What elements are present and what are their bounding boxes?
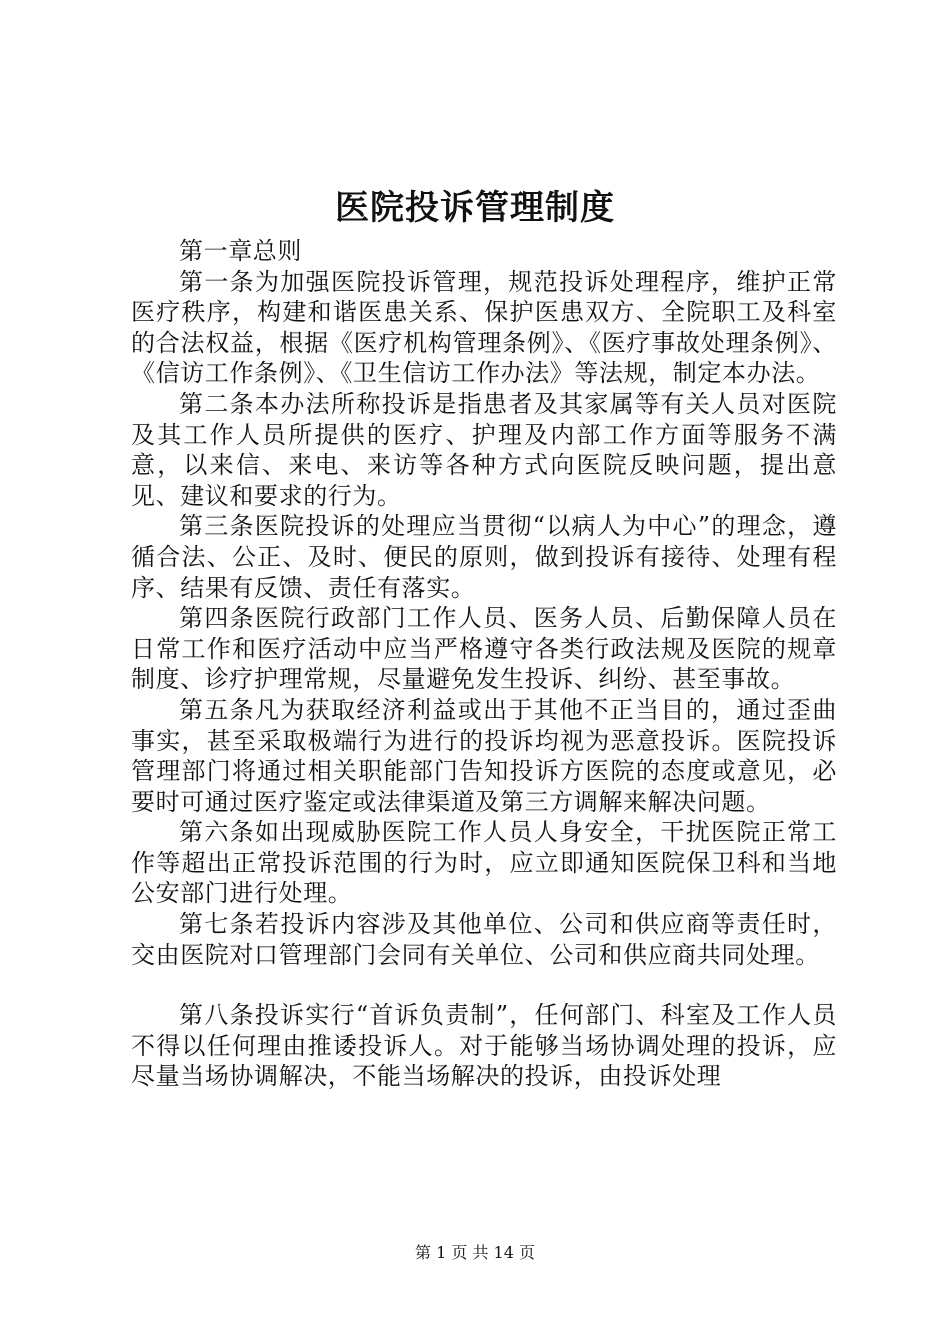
article-7: 第七条若投诉内容涉及其他单位、公司和供应商等责任时，交由医院对口管理部门会同有关单位、公司和供应商共同处理。 <box>131 910 837 969</box>
article-4: 第四条医院行政部门工作人员、医务人员、后勤保障人员在日常工作和医疗活动中应当严格遵守各类行政法规及医院的规章制度、诊疗护理常规，尽量避免发生投诉、纠纷、甚至事故。 <box>131 604 837 694</box>
page-number-label: 第 1 页 共 14 页 <box>415 1243 535 1262</box>
article-6: 第六条如出现威胁医院工作人员人身安全，干扰医院正常工作等超出正常投诉范围的行为时，应立即通知医院保卫科和当地公安部门进行处理。 <box>131 818 837 908</box>
article-8: 第八条投诉实行“首诉负责制”，任何部门、科室及工作人员不得以任何理由推诿投诉人。对于能够当场协调处理的投诉，应尽量当场协调解决，不能当场解决的投诉，由投诉处理 <box>131 1001 837 1091</box>
page-footer <box>0 1242 950 1264</box>
chapter-heading: 第一章总则 <box>179 237 302 265</box>
document-body <box>131 236 837 1092</box>
article-5: 第五条凡为获取经济利益或出于其他不正当目的，通过歪曲事实，甚至采取极端行为进行的投诉均视为恶意投诉。医院投诉管理部门将通过相关职能部门告知投诉方医院的态度或意见，必要时可通过医疗鉴定或法律渠道及第三方调解来解决问题。 <box>131 695 837 816</box>
article-3: 第三条医院投诉的处理应当贯彻“以病人为中心”的理念，遵循合法、公正、及时、便民的原则，做到投诉有接待、处理有程序、结果有反馈、责任有落实。 <box>131 512 837 602</box>
document-title: 医院投诉管理制度 <box>335 188 615 228</box>
article-1: 第一条为加强医院投诉管理，规范投诉处理程序，维护正常医疗秩序，构建和谐医患关系、保护医患双方、全院职工及科室的合法权益，根据《医疗机构管理条例》、《医疗事故处理条例》、《信访工作条例》、《卫生信访工作办法》等法规，制定本办法。 <box>131 267 837 388</box>
article-2: 第二条本办法所称投诉是指患者及其家属等有关人员对医院及其工作人员所提供的医疗、护理及内部工作方面等服务不满意，以来信、来电、来访等各种方式向医院反映问题，提出意见、建议和要求的行为。 <box>131 389 837 510</box>
